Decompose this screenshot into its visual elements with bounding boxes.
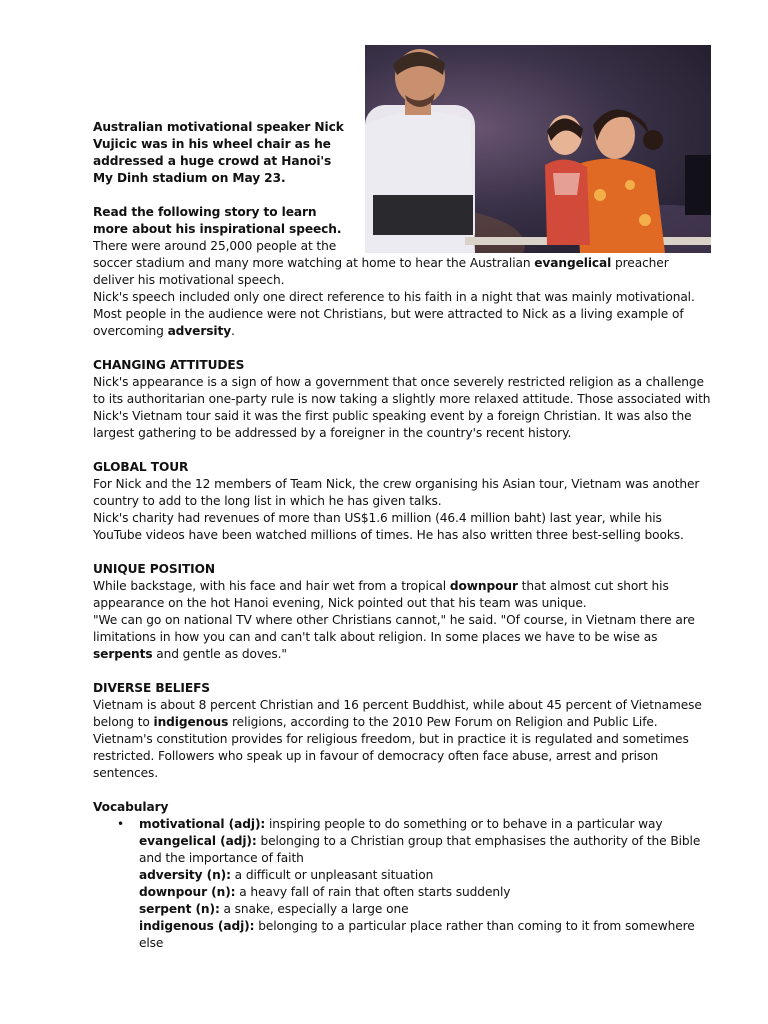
paragraph-1-end: preacher deliver his motivational speech. [93, 256, 669, 287]
article-text [93, 119, 713, 952]
vocab-definition: a snake, especially a large one [219, 902, 409, 916]
vocab-term: motivational (adj): [139, 817, 266, 831]
vocab-term: indigenous (adj): [139, 919, 255, 933]
bullet-icon: • [117, 817, 124, 831]
vocab-definition: belonging to a Christian group that emphasises the authority of the Bible and the importance of faith [139, 834, 701, 865]
global-tour-text-2: Nick's charity had revenues of more than US$1.6 million (46.4 million baht) last year, while his YouTube videos have been watched millions of times. He has also written three best-selling books. [93, 511, 684, 542]
unique-b: that almost cut short his appearance on the hot Hanoi evening, Nick pointed out that his team was unique. [93, 579, 669, 610]
vocab-definition: belonging to a particular place rather than coming to it from somewhere else [139, 919, 695, 950]
vocab-item [93, 833, 713, 867]
vocab-word-adversity: adversity [167, 324, 232, 338]
heading-changing-attitudes: CHANGING ATTITUDES [93, 358, 245, 372]
vocab-item [93, 867, 713, 884]
global-tour-text-1: For Nick and the 12 members of Team Nick, the crew organising his Asian tour, Vietnam was another country to add to the long list in which he has given talks. [93, 477, 700, 508]
vocab-item [93, 816, 713, 833]
lead-sentence: Read the following story to learn more about his inspirational speech. [93, 205, 342, 236]
unique-a: While backstage, with his face and hair wet from a tropical [93, 579, 450, 593]
vocab-term: downpour (n): [139, 885, 236, 899]
vocab-definition: a heavy fall of rain that often starts suddenly [235, 885, 511, 899]
vocabulary-title: Vocabulary [93, 800, 169, 814]
heading-diverse-beliefs: DIVERSE BELIEFS [93, 681, 210, 695]
diverse-b: religions, according to the 2010 Pew Forum on Religion and Public Life. Vietnam's constitution provides for religious freedom, but in practice it is regulated and sometimes restricted. Followers who speak up in favour of democracy often face abuse, arrest and prison sentences. [93, 715, 689, 780]
vocab-item [93, 901, 713, 918]
vocab-item [93, 884, 713, 901]
heading-global-tour: GLOBAL TOUR [93, 460, 189, 474]
unique-position-text-2 [93, 612, 713, 663]
vocab-word-indigenous: indigenous [153, 715, 229, 729]
paragraph-1-start: There were around 25,000 people at the [93, 239, 337, 253]
unique-c: "We can go on national TV where other Christians cannot," he said. "Of course, in Vietnam there are limitations in how you can and can't talk about religion. In some places we have to be wise as [93, 613, 695, 644]
unique-d: and gentle as doves." [152, 647, 287, 661]
vocab-item [93, 918, 713, 952]
vocab-word-serpents: serpents [93, 647, 153, 661]
paragraph-2-end: . [231, 324, 235, 338]
photo-caption: Australian motivational speaker Nick Vujicic was in his wheel chair as he addressed a huge crowd at Hanoi's My Dinh stadium on May 23. [93, 120, 344, 185]
changing-attitudes-text: Nick's appearance is a sign of how a government that once severely restricted religion as a challenge to its authoritarian one-party rule is now taking a slightly more relaxed attitude. Those associated with Nick's Vietnam tour said it was the first public speaking event by a foreign Christian. It was also the largest gathering to be addressed by a foreigner in the country's recent history. [93, 375, 711, 440]
vocab-definition: inspiring people to do something or to behave in a particular way [265, 817, 663, 831]
vocabulary-list [93, 816, 713, 952]
vocab-term: adversity (n): [139, 868, 231, 882]
vocab-term: serpent (n): [139, 902, 220, 916]
paragraph-1-mid: soccer stadium and many more watching at home to hear the Australian [93, 256, 535, 270]
diverse-a: Vietnam is about 8 percent Christian and 16 percent Buddhist, while about 45 percent of Vietnamese belong to [93, 698, 702, 729]
vocab-word-downpour: downpour [449, 579, 518, 593]
vocab-word-evangelical: evangelical [534, 256, 612, 270]
heading-unique-position: UNIQUE POSITION [93, 562, 215, 576]
paragraph-1 [93, 238, 713, 289]
diverse-beliefs-text [93, 697, 713, 782]
vocab-definition: a difficult or unpleasant situation [230, 868, 434, 882]
unique-position-text-1 [93, 578, 713, 612]
paragraph-2 [93, 289, 713, 340]
paragraph-2-start: Nick's speech included only one direct reference to his faith in a night that was mainly motivational. Most people in the audience were not Christians, but were attracted to Nick as a living example of overcoming [93, 290, 695, 338]
vocab-term: evangelical (adj): [139, 834, 257, 848]
